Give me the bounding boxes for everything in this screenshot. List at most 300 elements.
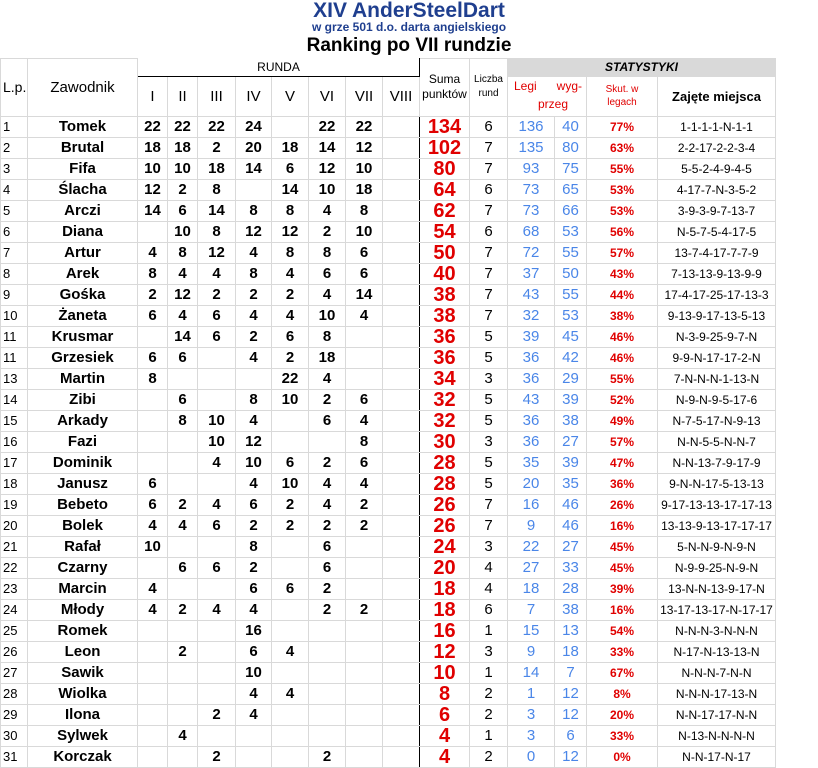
round-7-points-cell: 6 xyxy=(346,389,383,410)
leg-efficiency-cell: 54% xyxy=(587,620,658,641)
total-points-cell: 38 xyxy=(420,284,470,305)
round-8-points-cell xyxy=(383,473,420,494)
player-name-cell: Marcin xyxy=(28,578,138,599)
player-name-cell: Rafał xyxy=(28,536,138,557)
rounds-played-cell: 5 xyxy=(470,473,508,494)
legs-lost-cell: 39 xyxy=(555,389,587,410)
places-taken-cell: 5-5-2-4-9-4-5 xyxy=(658,158,776,179)
table-row xyxy=(1,473,776,494)
total-points-cell: 54 xyxy=(420,221,470,242)
round-4-points-cell: 24 xyxy=(236,116,272,137)
round-8-points-cell xyxy=(383,704,420,725)
table-row xyxy=(1,704,776,725)
legs-lost-cell: 53 xyxy=(555,305,587,326)
places-taken-cell: 9-N-N-17-5-13-13 xyxy=(658,473,776,494)
player-name-cell: Arek xyxy=(28,263,138,284)
legs-lost-cell: 75 xyxy=(555,158,587,179)
player-name-cell: Martin xyxy=(28,368,138,389)
player-name-cell: Korczak xyxy=(28,746,138,767)
legs-lost-cell: 27 xyxy=(555,431,587,452)
round-1-points-cell xyxy=(138,641,168,662)
round-3-points-cell xyxy=(198,641,236,662)
round-8-points-cell xyxy=(383,557,420,578)
round-2-points-cell xyxy=(168,746,198,767)
places-taken-cell: 17-4-17-25-17-13-3 xyxy=(658,284,776,305)
round-3-points-cell: 2 xyxy=(198,746,236,767)
round-7-points-cell xyxy=(346,557,383,578)
round-1-points-cell xyxy=(138,746,168,767)
round-1-points-cell: 18 xyxy=(138,137,168,158)
player-name-cell: Bebeto xyxy=(28,494,138,515)
rounds-played-cell: 7 xyxy=(470,158,508,179)
round-5-points-cell: 4 xyxy=(272,683,309,704)
round-4-points-cell: 4 xyxy=(236,410,272,431)
round-5-points-cell: 2 xyxy=(272,515,309,536)
round-5-points-cell: 4 xyxy=(272,263,309,284)
round-4-points-cell xyxy=(236,179,272,200)
round-1-points-cell: 4 xyxy=(138,599,168,620)
round-5-points-cell: 2 xyxy=(272,284,309,305)
total-points-cell: 30 xyxy=(420,431,470,452)
places-taken-cell: 5-N-N-9-N-9-N xyxy=(658,536,776,557)
legs-lost-cell: 45 xyxy=(555,326,587,347)
round-4-points-cell: 6 xyxy=(236,641,272,662)
leg-efficiency-cell: 46% xyxy=(587,347,658,368)
round-5-points-cell xyxy=(272,620,309,641)
player-name-cell: Bolek xyxy=(28,515,138,536)
table-row xyxy=(1,452,776,473)
header-zajete-miejsca: Zajęte miejsca xyxy=(658,76,776,116)
total-points-cell: 6 xyxy=(420,704,470,725)
round-1-points-cell: 2 xyxy=(138,284,168,305)
round-5-points-cell xyxy=(272,725,309,746)
round-5-points-cell: 6 xyxy=(272,158,309,179)
lp-cell: 15 xyxy=(1,410,28,431)
lp-cell: 29 xyxy=(1,704,28,725)
total-points-cell: 38 xyxy=(420,305,470,326)
rounds-played-cell: 2 xyxy=(470,746,508,767)
table-row xyxy=(1,347,776,368)
legs-lost-cell: 18 xyxy=(555,641,587,662)
header-round-4: IV xyxy=(236,76,272,116)
header-zawodnik: Zawodnik xyxy=(28,59,138,117)
total-points-cell: 102 xyxy=(420,137,470,158)
header-round-5: V xyxy=(272,76,309,116)
round-2-points-cell: 14 xyxy=(168,326,198,347)
rounds-played-cell: 3 xyxy=(470,536,508,557)
round-6-points-cell: 8 xyxy=(309,326,346,347)
round-1-points-cell xyxy=(138,431,168,452)
round-4-points-cell xyxy=(236,725,272,746)
round-7-points-cell: 14 xyxy=(346,284,383,305)
round-7-points-cell xyxy=(346,683,383,704)
round-7-points-cell: 10 xyxy=(346,158,383,179)
round-2-points-cell: 6 xyxy=(168,200,198,221)
round-1-points-cell: 6 xyxy=(138,473,168,494)
round-7-points-cell: 2 xyxy=(346,494,383,515)
round-8-points-cell xyxy=(383,263,420,284)
legs-lost-cell: 28 xyxy=(555,578,587,599)
player-name-cell: Diana xyxy=(28,221,138,242)
round-8-points-cell xyxy=(383,620,420,641)
legs-lost-cell: 13 xyxy=(555,620,587,641)
lp-cell: 2 xyxy=(1,137,28,158)
rounds-played-cell: 7 xyxy=(470,200,508,221)
lp-cell: 21 xyxy=(1,536,28,557)
total-points-cell: 4 xyxy=(420,746,470,767)
total-points-cell: 26 xyxy=(420,494,470,515)
table-row xyxy=(1,326,776,347)
round-6-points-cell: 10 xyxy=(309,305,346,326)
table-row xyxy=(1,557,776,578)
leg-efficiency-cell: 0% xyxy=(587,746,658,767)
round-3-points-cell: 4 xyxy=(198,494,236,515)
round-6-points-cell: 2 xyxy=(309,578,346,599)
legs-won-cell: 36 xyxy=(508,431,555,452)
round-3-points-cell xyxy=(198,473,236,494)
round-5-points-cell: 12 xyxy=(272,221,309,242)
legs-lost-cell: 7 xyxy=(555,662,587,683)
round-8-points-cell xyxy=(383,662,420,683)
round-5-points-cell: 10 xyxy=(272,389,309,410)
leg-efficiency-cell: 26% xyxy=(587,494,658,515)
round-2-points-cell: 4 xyxy=(168,263,198,284)
total-points-cell: 26 xyxy=(420,515,470,536)
player-name-cell: Ślacha xyxy=(28,179,138,200)
round-8-points-cell xyxy=(383,347,420,368)
round-7-points-cell xyxy=(346,662,383,683)
leg-efficiency-cell: 56% xyxy=(587,221,658,242)
round-3-points-cell: 6 xyxy=(198,326,236,347)
round-6-points-cell: 2 xyxy=(309,515,346,536)
lp-cell: 18 xyxy=(1,473,28,494)
round-4-points-cell: 8 xyxy=(236,200,272,221)
round-8-points-cell xyxy=(383,725,420,746)
round-3-points-cell xyxy=(198,368,236,389)
total-points-cell: 18 xyxy=(420,578,470,599)
legs-lost-cell: 80 xyxy=(555,137,587,158)
player-name-cell: Janusz xyxy=(28,473,138,494)
round-2-points-cell xyxy=(168,620,198,641)
round-3-points-cell: 14 xyxy=(198,200,236,221)
round-4-points-cell: 4 xyxy=(236,305,272,326)
round-6-points-cell xyxy=(309,704,346,725)
round-7-points-cell: 8 xyxy=(346,431,383,452)
places-taken-cell: N-N-5-5-N-N-7 xyxy=(658,431,776,452)
ranking-table xyxy=(0,58,776,768)
places-taken-cell: 13-7-4-17-7-7-9 xyxy=(658,242,776,263)
round-3-points-cell: 4 xyxy=(198,263,236,284)
lp-cell: 4 xyxy=(1,179,28,200)
total-points-cell: 18 xyxy=(420,599,470,620)
round-6-points-cell: 6 xyxy=(309,410,346,431)
rounds-played-cell: 7 xyxy=(470,305,508,326)
leg-efficiency-cell: 20% xyxy=(587,704,658,725)
legs-lost-cell: 27 xyxy=(555,536,587,557)
places-taken-cell: N-9-9-25-N-9-N xyxy=(658,557,776,578)
round-1-points-cell: 10 xyxy=(138,158,168,179)
round-7-points-cell: 6 xyxy=(346,263,383,284)
round-1-points-cell xyxy=(138,620,168,641)
round-8-points-cell xyxy=(383,683,420,704)
round-2-points-cell: 6 xyxy=(168,347,198,368)
round-2-points-cell xyxy=(168,473,198,494)
places-taken-cell: N-N-17-17-N-N xyxy=(658,704,776,725)
legs-won-cell: 7 xyxy=(508,599,555,620)
header-statystyki: STATYSTYKI xyxy=(508,59,776,77)
rounds-played-cell: 6 xyxy=(470,599,508,620)
table-row xyxy=(1,725,776,746)
lp-cell: 9 xyxy=(1,284,28,305)
round-6-points-cell xyxy=(309,620,346,641)
leg-efficiency-cell: 45% xyxy=(587,536,658,557)
round-8-points-cell xyxy=(383,746,420,767)
round-4-points-cell: 8 xyxy=(236,263,272,284)
legs-lost-cell: 50 xyxy=(555,263,587,284)
legs-won-cell: 14 xyxy=(508,662,555,683)
round-3-points-cell: 6 xyxy=(198,305,236,326)
legs-won-cell: 18 xyxy=(508,578,555,599)
lp-cell: 7 xyxy=(1,242,28,263)
places-taken-cell: N-17-N-13-13-N xyxy=(658,641,776,662)
legs-lost-cell: 40 xyxy=(555,116,587,137)
table-row xyxy=(1,179,776,200)
round-7-points-cell xyxy=(346,368,383,389)
round-6-points-cell: 2 xyxy=(309,452,346,473)
header-round-7: VII xyxy=(346,76,383,116)
round-2-points-cell: 10 xyxy=(168,221,198,242)
player-name-cell: Sawik xyxy=(28,662,138,683)
round-1-points-cell xyxy=(138,704,168,725)
leg-efficiency-cell: 16% xyxy=(587,515,658,536)
rounds-played-cell: 7 xyxy=(470,137,508,158)
round-1-points-cell xyxy=(138,557,168,578)
places-taken-cell: 4-17-7-N-3-5-2 xyxy=(658,179,776,200)
round-3-points-cell: 2 xyxy=(198,704,236,725)
round-7-points-cell: 2 xyxy=(346,515,383,536)
round-4-points-cell: 8 xyxy=(236,536,272,557)
table-row xyxy=(1,389,776,410)
legs-lost-cell: 55 xyxy=(555,284,587,305)
round-8-points-cell xyxy=(383,305,420,326)
rounds-played-cell: 7 xyxy=(470,515,508,536)
total-points-cell: 62 xyxy=(420,200,470,221)
lp-cell: 14 xyxy=(1,389,28,410)
round-6-points-cell: 6 xyxy=(309,536,346,557)
rounds-played-cell: 7 xyxy=(470,494,508,515)
round-6-points-cell: 2 xyxy=(309,746,346,767)
places-taken-cell: N-7-5-17-N-9-13 xyxy=(658,410,776,431)
round-1-points-cell: 6 xyxy=(138,494,168,515)
round-4-points-cell: 4 xyxy=(236,704,272,725)
total-points-cell: 28 xyxy=(420,473,470,494)
round-5-points-cell xyxy=(272,662,309,683)
lp-cell: 20 xyxy=(1,515,28,536)
lp-cell: 11 xyxy=(1,326,28,347)
round-6-points-cell: 4 xyxy=(309,494,346,515)
round-6-points-cell: 2 xyxy=(309,599,346,620)
leg-efficiency-cell: 33% xyxy=(587,725,658,746)
table-row xyxy=(1,158,776,179)
round-6-points-cell xyxy=(309,683,346,704)
round-7-points-cell xyxy=(346,620,383,641)
header-liczba-rund: Liczba rund xyxy=(470,59,508,117)
round-6-points-cell xyxy=(309,725,346,746)
rounds-played-cell: 2 xyxy=(470,683,508,704)
round-7-points-cell: 6 xyxy=(346,452,383,473)
leg-efficiency-cell: 52% xyxy=(587,389,658,410)
legs-won-cell: 22 xyxy=(508,536,555,557)
player-name-cell: Wiolka xyxy=(28,683,138,704)
header-suma: Suma punktów xyxy=(420,59,470,117)
round-2-points-cell xyxy=(168,683,198,704)
legs-won-cell: 39 xyxy=(508,326,555,347)
round-1-points-cell: 4 xyxy=(138,242,168,263)
leg-efficiency-cell: 46% xyxy=(587,326,658,347)
round-2-points-cell: 12 xyxy=(168,284,198,305)
round-3-points-cell xyxy=(198,725,236,746)
lp-cell: 8 xyxy=(1,263,28,284)
lp-cell: 31 xyxy=(1,746,28,767)
places-taken-cell: 2-2-17-2-2-3-4 xyxy=(658,137,776,158)
legs-lost-cell: 38 xyxy=(555,599,587,620)
round-3-points-cell: 8 xyxy=(198,179,236,200)
round-3-points-cell: 12 xyxy=(198,242,236,263)
round-1-points-cell: 6 xyxy=(138,305,168,326)
round-3-points-cell: 22 xyxy=(198,116,236,137)
total-points-cell: 34 xyxy=(420,368,470,389)
round-8-points-cell xyxy=(383,158,420,179)
header-wyg-label: wyg- xyxy=(556,78,582,93)
round-5-points-cell: 4 xyxy=(272,641,309,662)
leg-efficiency-cell: 47% xyxy=(587,452,658,473)
round-1-points-cell: 12 xyxy=(138,179,168,200)
round-1-points-cell: 6 xyxy=(138,347,168,368)
round-1-points-cell: 22 xyxy=(138,116,168,137)
round-3-points-cell xyxy=(198,578,236,599)
lp-cell: 25 xyxy=(1,620,28,641)
round-2-points-cell: 6 xyxy=(168,389,198,410)
places-taken-cell: 7-N-N-N-1-13-N xyxy=(658,368,776,389)
round-3-points-cell: 8 xyxy=(198,221,236,242)
legs-won-cell: 93 xyxy=(508,158,555,179)
round-1-points-cell xyxy=(138,410,168,431)
legs-lost-cell: 6 xyxy=(555,725,587,746)
round-2-points-cell: 8 xyxy=(168,410,198,431)
round-4-points-cell: 12 xyxy=(236,221,272,242)
table-row xyxy=(1,305,776,326)
total-points-cell: 8 xyxy=(420,683,470,704)
places-taken-cell: N-N-N-7-N-N xyxy=(658,662,776,683)
round-6-points-cell: 4 xyxy=(309,200,346,221)
round-7-points-cell xyxy=(346,725,383,746)
round-1-points-cell xyxy=(138,221,168,242)
leg-efficiency-cell: 8% xyxy=(587,683,658,704)
legs-won-cell: 9 xyxy=(508,641,555,662)
round-5-points-cell: 22 xyxy=(272,368,309,389)
round-8-points-cell xyxy=(383,389,420,410)
header-legi-label: Legi xyxy=(514,78,537,93)
round-3-points-cell: 4 xyxy=(198,452,236,473)
player-name-cell: Artur xyxy=(28,242,138,263)
lp-cell: 22 xyxy=(1,557,28,578)
legs-won-cell: 3 xyxy=(508,704,555,725)
table-row xyxy=(1,137,776,158)
table-row xyxy=(1,368,776,389)
round-3-points-cell xyxy=(198,347,236,368)
leg-efficiency-cell: 53% xyxy=(587,200,658,221)
round-1-points-cell: 8 xyxy=(138,263,168,284)
round-1-points-cell xyxy=(138,683,168,704)
table-row xyxy=(1,578,776,599)
round-8-points-cell xyxy=(383,242,420,263)
places-taken-cell: 13-N-N-13-9-17-N xyxy=(658,578,776,599)
round-1-points-cell xyxy=(138,662,168,683)
legs-won-cell: 0 xyxy=(508,746,555,767)
header-round-8: VIII xyxy=(383,76,420,116)
header-skutecznosc: Skut. w legach xyxy=(587,76,658,116)
round-4-points-cell: 2 xyxy=(236,515,272,536)
round-6-points-cell: 12 xyxy=(309,158,346,179)
rounds-played-cell: 3 xyxy=(470,641,508,662)
round-1-points-cell: 4 xyxy=(138,515,168,536)
table-row xyxy=(1,494,776,515)
lp-cell: 26 xyxy=(1,641,28,662)
table-row xyxy=(1,242,776,263)
leg-efficiency-cell: 67% xyxy=(587,662,658,683)
legs-lost-cell: 46 xyxy=(555,494,587,515)
round-2-points-cell xyxy=(168,536,198,557)
legs-won-cell: 136 xyxy=(508,116,555,137)
round-8-points-cell xyxy=(383,515,420,536)
legs-lost-cell: 12 xyxy=(555,746,587,767)
round-2-points-cell: 2 xyxy=(168,641,198,662)
round-5-points-cell: 6 xyxy=(272,452,309,473)
legs-won-cell: 15 xyxy=(508,620,555,641)
header-round-3: III xyxy=(198,76,236,116)
round-2-points-cell: 2 xyxy=(168,179,198,200)
legs-won-cell: 73 xyxy=(508,200,555,221)
legs-lost-cell: 35 xyxy=(555,473,587,494)
table-row xyxy=(1,662,776,683)
legs-won-cell: 9 xyxy=(508,515,555,536)
rounds-played-cell: 3 xyxy=(470,431,508,452)
rounds-played-cell: 3 xyxy=(470,368,508,389)
rounds-played-cell: 6 xyxy=(470,221,508,242)
round-6-points-cell: 10 xyxy=(309,179,346,200)
total-points-cell: 10 xyxy=(420,662,470,683)
tournament-title: XIV AnderSteelDart xyxy=(313,0,505,22)
round-6-points-cell: 4 xyxy=(309,284,346,305)
round-5-points-cell xyxy=(272,431,309,452)
leg-efficiency-cell: 55% xyxy=(587,368,658,389)
table-row xyxy=(1,641,776,662)
rounds-played-cell: 1 xyxy=(470,620,508,641)
header-round-2: II xyxy=(168,76,198,116)
header-przeg-label: przeg xyxy=(538,96,569,111)
round-4-points-cell: 2 xyxy=(236,284,272,305)
player-name-cell: Żaneta xyxy=(28,305,138,326)
round-5-points-cell: 2 xyxy=(272,347,309,368)
round-7-points-cell: 12 xyxy=(346,137,383,158)
round-7-points-cell xyxy=(346,578,383,599)
places-taken-cell: 1-1-1-1-N-1-1 xyxy=(658,116,776,137)
round-4-points-cell: 10 xyxy=(236,452,272,473)
round-3-points-cell: 4 xyxy=(198,599,236,620)
round-6-points-cell: 4 xyxy=(309,473,346,494)
rounds-played-cell: 5 xyxy=(470,389,508,410)
legs-lost-cell: 39 xyxy=(555,452,587,473)
